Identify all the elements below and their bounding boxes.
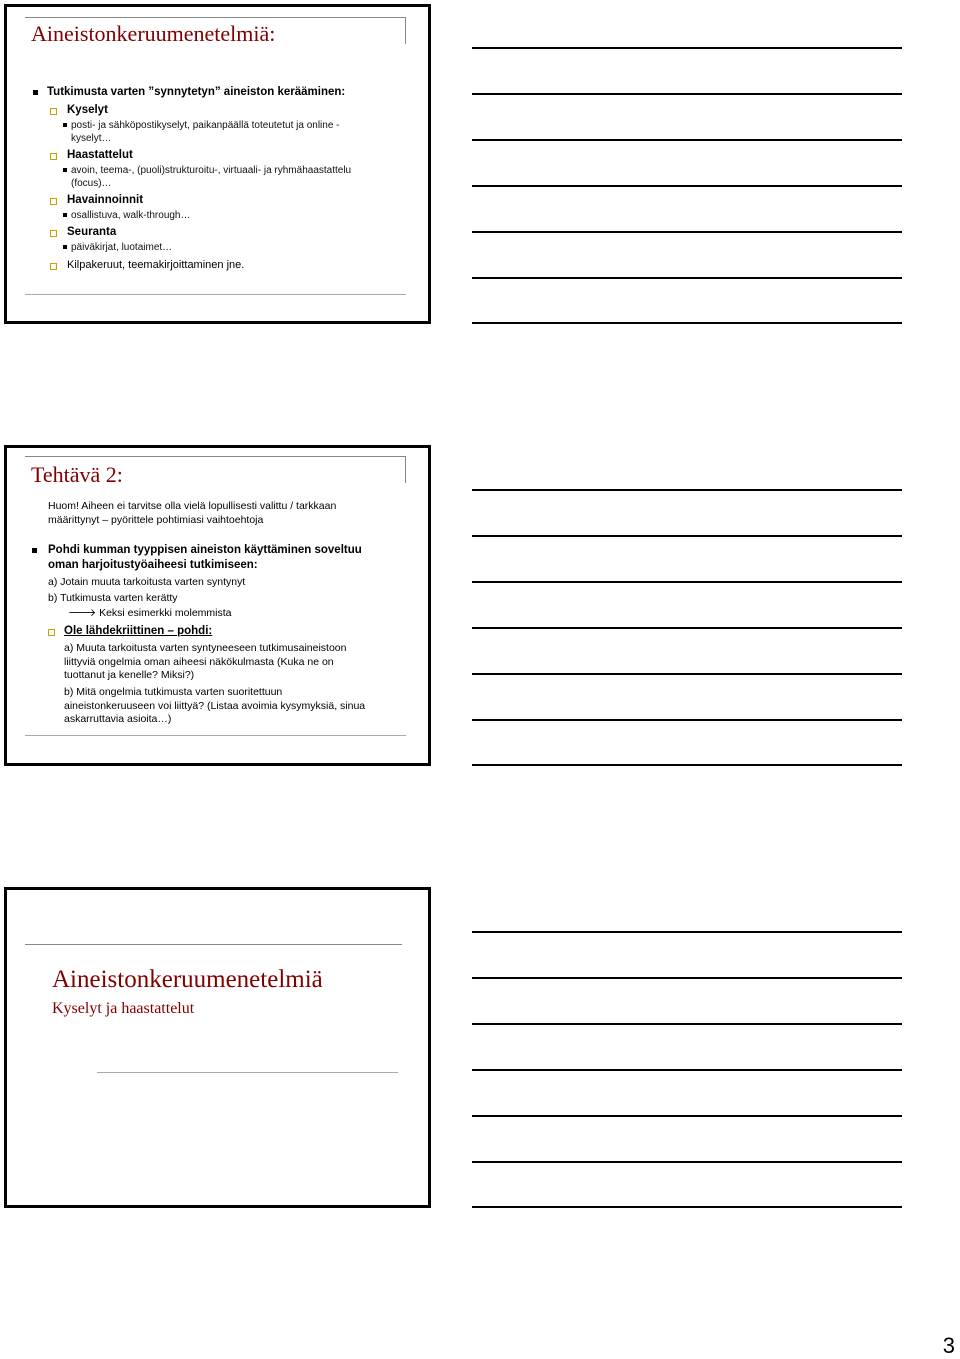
square-bullet-icon	[33, 90, 38, 95]
checkbox-bullet-icon	[50, 263, 57, 270]
bullet-haastattelut: Haastattelut	[31, 148, 410, 163]
square-bullet-icon	[63, 245, 67, 249]
footer-rule	[25, 294, 406, 295]
square-bullet-icon	[63, 168, 67, 172]
section-subtitle: Kyselyt ja haastattelut	[52, 1000, 195, 1017]
square-bullet-icon	[32, 548, 37, 553]
bullet-kyselyt: Kyselyt	[31, 103, 410, 118]
note-line: Huom! Aiheen ei tarvitse olla vielä lopullisesti valittu / tarkkaan	[48, 500, 337, 512]
crit-b-2: aineistonkeruuseen voi liittyä? (Listaa avoimia kysymyksiä, sinua	[64, 699, 366, 712]
bullet-kilpakeruut: Kilpakeruut, teemakirjoittaminen jne.	[31, 258, 410, 272]
section-title: Aineistonkeruumenetelmiä	[52, 966, 323, 993]
option-b: b) Tutkimusta varten kerätty	[48, 591, 178, 604]
slide-3	[4, 887, 431, 1208]
title-rule	[25, 944, 402, 955]
slide-content	[31, 85, 410, 272]
subtitle-rule	[97, 1072, 398, 1073]
checkbox-bullet-icon	[50, 153, 57, 160]
slide-content	[48, 500, 410, 727]
crit-a-3: tuottanut ja kenelle? Miksi?)	[64, 669, 195, 682]
crit-b-3: askarruttavia asioita…)	[64, 713, 172, 726]
sub-bullet: avoin, teema-, (puoli)strukturoitu-, virtuaali- ja ryhmähaastattelu	[31, 164, 410, 177]
sub-bullet-cont: kyselyt…	[71, 132, 112, 144]
checkbox-bullet-icon	[50, 108, 57, 115]
slide-1	[4, 4, 431, 324]
slide-title: Aineistonkeruumenetelmiä:	[31, 21, 276, 46]
checkbox-bullet-icon	[50, 198, 57, 205]
page-number: 3	[942, 1333, 955, 1358]
sub-bullet: osallistuva, walk-through…	[31, 209, 410, 222]
square-bullet-icon	[63, 123, 67, 127]
bullet-heading: Tutkimusta varten ”synnytetyn” aineiston kerääminen:	[31, 85, 410, 100]
note-line: määrittynyt – pyörittele pohtimiasi vaihtoehtoja	[48, 513, 264, 526]
question-cont: oman harjoitustyöaiheesi tutkimiseen:	[48, 559, 258, 572]
square-bullet-icon	[63, 213, 67, 217]
checkbox-bullet-icon	[48, 629, 55, 636]
crit-a-1: a) Muuta tarkoitusta varten syntyneeseen tutkimusaineistoon	[64, 642, 347, 655]
sub-bullet: päiväkirjat, luotaimet…	[31, 241, 410, 254]
option-a: a) Jotain muuta tarkoitusta varten syntynyt	[48, 576, 246, 589]
crit-b-1: b) Mitä ongelmia tutkimusta varten suoritettuun	[64, 685, 283, 698]
arrow-line: 🡒 Keksi esimerkki molemmista	[68, 607, 232, 620]
sub-bullet-cont: (focus)…	[71, 177, 112, 189]
checkbox-bullet-icon	[50, 230, 57, 237]
question: Pohdi kumman tyyppisen aineiston käyttäminen soveltuu	[48, 543, 410, 558]
bullet-seuranta: Seuranta	[31, 225, 410, 240]
sub-bullet: posti- ja sähköpostikyselyt, paikanpäällä toteutetut ja online -	[31, 119, 410, 132]
bullet-havainnoinnit: Havainnoinnit	[31, 193, 410, 208]
footer-rule	[25, 735, 406, 736]
slide-2	[4, 445, 431, 766]
critical-heading: Ole lähdekriittinen – pohdi:	[48, 624, 410, 639]
slide-title: Tehtävä 2:	[31, 462, 123, 487]
crit-a-2: liittyviä ongelmia oman aiheesi näkökulmasta (Kuka ne on	[64, 655, 334, 668]
